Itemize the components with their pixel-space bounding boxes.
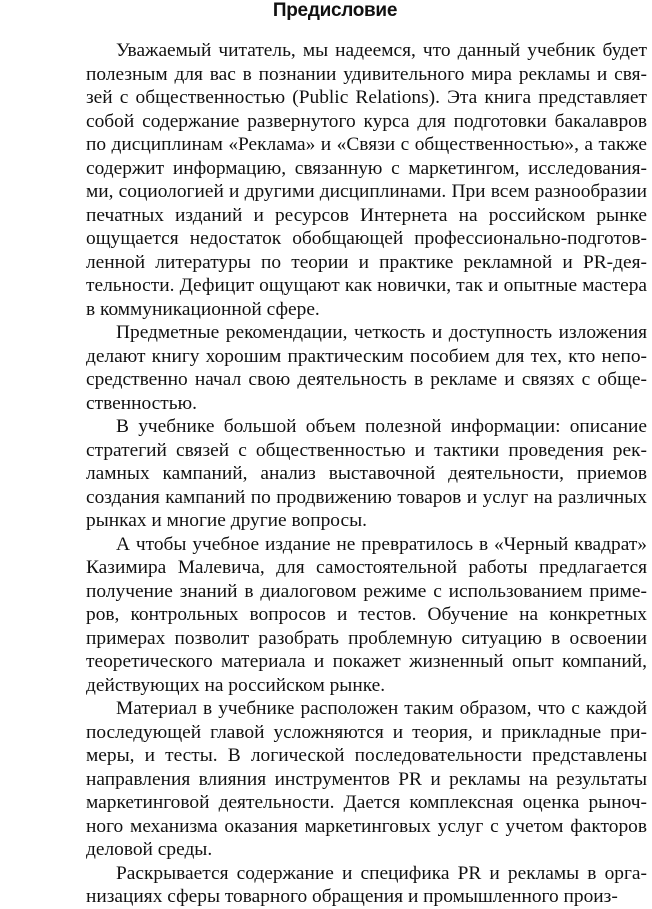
page-title: Предисловие: [272, 0, 398, 21]
paragraph-5: Материал в учебнике расположен таким образом, что с каждой последующей главой усложняются и теория, и прикладные примеры, и тесты. В логической последовательности представлены направления влияния инструментов PR и рекламы на результаты маркетинговой деятельности. Дается комплексная оценка рыночного механизма оказания маркетинговых услуг с учетом факторов деловой среды.: [86, 698, 647, 860]
body-text: [86, 39, 647, 909]
paragraph-6: Раскрывается содержание и специфика PR и рекламы в организациях сферы товарного обращения и промышленного произ-: [86, 862, 647, 907]
paragraph-3: В учебнике большой объем полезной информации: описание стратегий связей с общественностью и тактики проведения рекламных кампаний, анализ выставочной деятельности, приемов создания кампаний по продвижению товаров и услуг на различных рынках и многие другие вопросы.: [86, 416, 647, 531]
paragraph-4: А чтобы учебное издание не превратилось в «Черный квадрат» Казимира Малевича, для самостоятельной работы предлагается получение знаний в диалоговом режиме с использованием примеров, контрольных вопросов и тестов. Обучение на конкретных примерах позволит разобрать проблемную ситуацию в освоении теоретического материала и покажет жизненный опыт компаний, действующих на российском рынке.: [86, 533, 647, 696]
paragraph-1: Уважаемый читатель, мы надеемся, что данный учебник будет полезным для вас в познании удивительного мира рекламы и связей с общественностью (Public Relations). Эта книга представляет собой содержание развернутого курса для подготовки бакалавров по дисциплинам «Реклама» и «Связи с общественностью», а также содержит информацию, связанную с маркетингом, исследованиями, социологией и другими дисциплинами. При всем разнообразии печатных изданий и ресурсов Интернета на российском рынке ощущается недостаток обобщающей профессионально-подготовленной литературы по теории и практике рекламной и PR-деятельности. Дефицит ощущают как новички, так и опытные мастера в коммуникационной сфере.: [86, 40, 647, 320]
paragraph-2: Предметные рекомендации, четкость и доступность изложения делают книгу хорошим практическим пособием для тех, кто непосредственно начал свою деятельность в рекламе и связях с общественностью.: [86, 322, 647, 414]
